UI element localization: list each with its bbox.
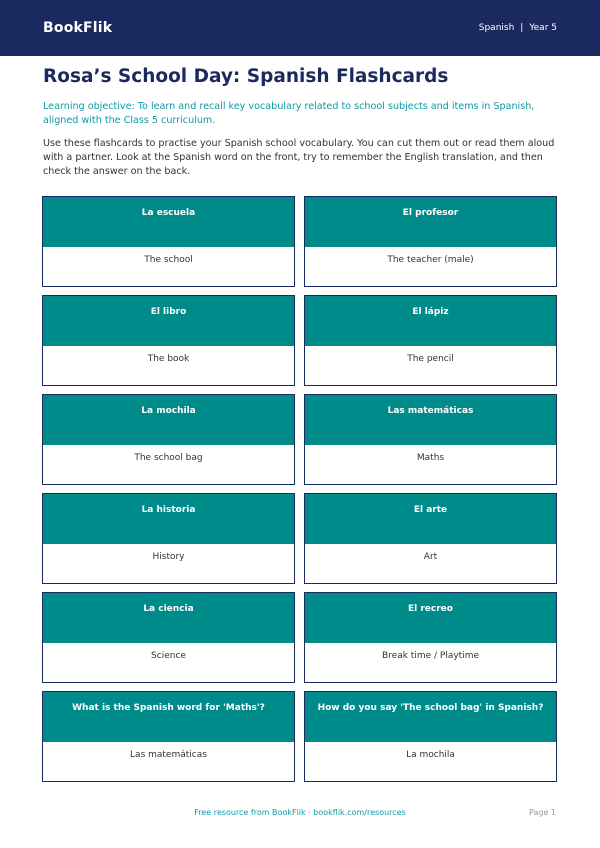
flashcard <box>42 394 295 485</box>
flashcard <box>42 493 295 584</box>
header-separator: | <box>520 23 524 33</box>
flashcard <box>304 196 557 287</box>
flashcard-back: Science <box>43 643 294 682</box>
flashcard <box>304 691 557 782</box>
flashcard <box>42 592 295 683</box>
flashcard-back: Maths <box>305 445 556 484</box>
flashcard-front: La escuela <box>43 197 294 247</box>
flashcard-back: History <box>43 544 294 583</box>
flashcard <box>42 295 295 386</box>
page-footer <box>0 808 600 822</box>
flashcard <box>304 493 557 584</box>
page-number: Page 1 <box>529 808 556 817</box>
flashcard-front: El libro <box>43 296 294 346</box>
intro-text: Use these flashcards to practise your Spanish school vocabulary. You can cut them out or read them aloud with a partner. Look at the Spanish word on the front, try to remember the English translation, and then check the answer on the back. <box>43 138 555 177</box>
flashcard <box>304 295 557 386</box>
flashcard-back: The teacher (male) <box>305 247 556 286</box>
learning-objective: Learning objective: To learn and recall key vocabulary related to school subjects and items in Spanish, aligned with the Class 5 curriculum. <box>43 101 535 126</box>
flashcard-back: The school <box>43 247 294 286</box>
flashcard-back: Break time / Playtime <box>305 643 556 682</box>
flashcard-front: El profesor <box>305 197 556 247</box>
flashcard-grid <box>42 196 557 782</box>
flashcard-front: El lápiz <box>305 296 556 346</box>
flashcard-front: El recreo <box>305 593 556 643</box>
page-header <box>0 0 600 56</box>
flashcard-front: La mochila <box>43 395 294 445</box>
flashcard-back: Las matemáticas <box>43 742 294 781</box>
flashcard-back: The pencil <box>305 346 556 385</box>
year-label: Year 5 <box>529 23 557 33</box>
page-title: Rosa’s School Day: Spanish Flashcards <box>43 66 449 87</box>
flashcard-back: The school bag <box>43 445 294 484</box>
flashcard <box>42 691 295 782</box>
flashcard-front: Las matemáticas <box>305 395 556 445</box>
flashcard <box>304 592 557 683</box>
flashcard-front: What is the Spanish word for 'Maths'? <box>43 692 294 742</box>
header-meta <box>479 23 557 33</box>
flashcard-front: How do you say 'The school bag' in Spanish? <box>305 692 556 742</box>
flashcard-front: La historia <box>43 494 294 544</box>
footer-resource-link[interactable]: Free resource from BookFlik · bookflik.com/resources <box>194 808 406 817</box>
flashcard-back: The book <box>43 346 294 385</box>
flashcard-back: Art <box>305 544 556 583</box>
flashcard-front: El arte <box>305 494 556 544</box>
subject-label: Spanish <box>478 23 515 33</box>
brand-logo-text[interactable]: BookFlik <box>43 20 113 36</box>
flashcard-back: La mochila <box>305 742 556 781</box>
flashcard <box>304 394 557 485</box>
flashcard-front: La ciencia <box>43 593 294 643</box>
flashcard <box>42 196 295 287</box>
